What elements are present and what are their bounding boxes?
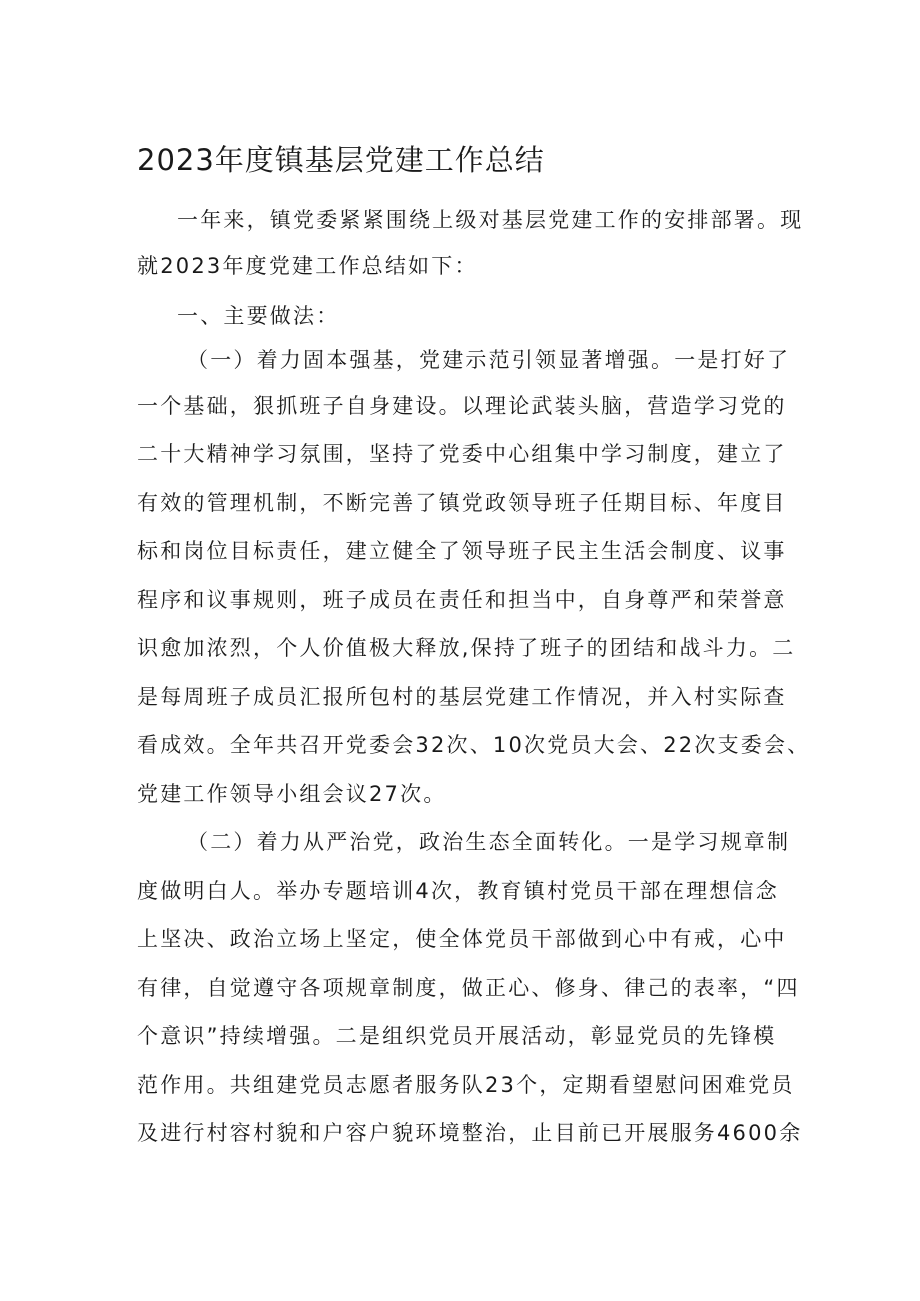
paragraph-line: 识愈加浓烈，个人价值极大释放,保持了班子的团结和战斗力。二 [137, 636, 796, 660]
paragraph-line: 看成效。全年共召开党委会32次、10次党员大会、22次支委会、 [137, 733, 811, 757]
paragraph-line: （二）着力从严治党，政治生态全面转化。一是学习规章制 [187, 830, 791, 854]
paragraph-line: 就2023年度党建工作总结如下： [137, 254, 478, 278]
paragraph-line: 程序和议事规则，班子成员在责任和担当中，自身尊严和荣誉意 [137, 588, 787, 612]
paragraph-line: （一）着力固本强基，党建示范引领显著增强。一是打好了 [187, 348, 791, 372]
paragraph-line: 一个基础，狠抓班子自身建设。以理论武装头脑，营造学习党的 [137, 394, 787, 418]
paragraph-line: 及进行村容村貌和户容户貌环境整治，止目前已开展服务4600余 [137, 1121, 803, 1145]
section-heading: 一、主要做法： [177, 304, 340, 328]
paragraph-line: 有效的管理机制，不断完善了镇党政领导班子任期目标、年度目 [137, 491, 787, 515]
paragraph-line: 有律，自觉遵守各项规章制度，做正心、修身、律己的表率，“四 [137, 976, 800, 1000]
paragraph-line: 是每周班子成员汇报所包村的基层党建工作情况，并入村实际查 [137, 685, 787, 709]
paragraph-line: 党建工作领导小组会议27次。 [137, 782, 447, 806]
paragraph-line: 度做明白人。举办专题培训4次，教育镇村党员干部在理想信念 [137, 879, 779, 903]
paragraph-line: 二十大精神学习氛围，坚持了党委中心组集中学习制度，建立了 [137, 442, 787, 466]
paragraph-line: 上坚决、政治立场上坚定，使全体党员干部做到心中有戒，心中 [137, 927, 787, 951]
paragraph-line: 个意识”持续增强。二是组织党员开展活动，彰显党员的先锋模 [137, 1024, 777, 1048]
paragraph-line: 范作用。共组建党员志愿者服务队23个，定期看望慰问困难党员 [137, 1073, 795, 1097]
document-title: 2023年度镇基层党建工作总结 [137, 143, 545, 177]
paragraph-line: 标和岗位目标责任，建立健全了领导班子民主生活会制度、议事 [137, 539, 787, 563]
paragraph-line: 一年来，镇党委紧紧围绕上级对基层党建工作的安排部署。现 [177, 208, 804, 232]
